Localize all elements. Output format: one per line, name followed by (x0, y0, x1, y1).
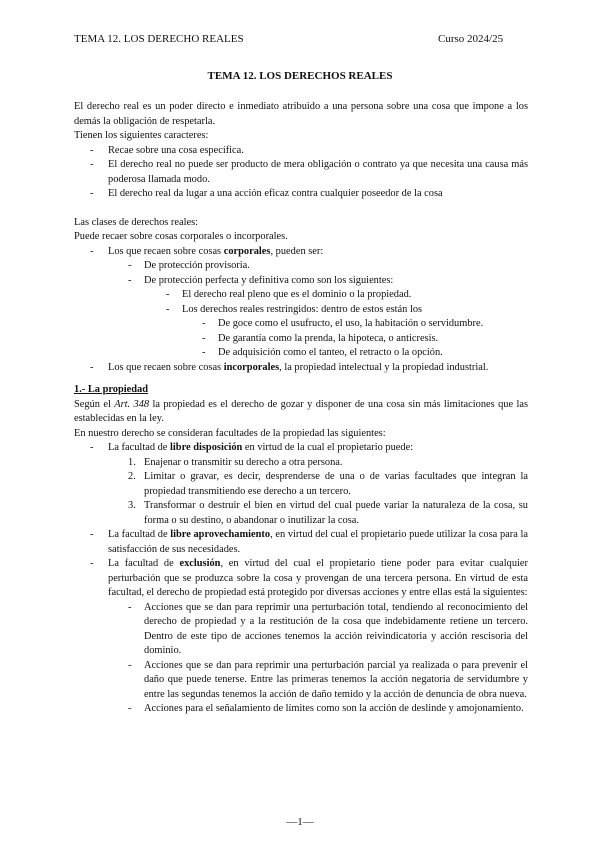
list-item: - La facultad de libre disposición en virtud de la cual el propietario puede: (74, 441, 528, 456)
list-item: - De garantía como la prenda, la hipoteca, o anticresis. (74, 332, 528, 347)
list-item: - Acciones que se dan para reprimir una perturbación parcial ya realizada o para prevenir el daño que puede tenerse. Entre las primeras tenemos la acción negatoria de servidumbre y entre las segundas tenemos la acción de daño temido y la acción de denuncia de obra nueva. (74, 659, 528, 703)
page-title: TEMA 12. LOS DERECHOS REALES (207, 70, 393, 82)
list-item: - El derecho real pleno que es el dominio o la propiedad. (74, 288, 528, 303)
list-item: - Acciones para el señalamiento de límites como son la acción de deslinde y amojonamiento. (74, 702, 528, 717)
classes-list (74, 245, 528, 376)
list-item: - De goce como el usufructo, el uso, la habitación o servidumbre. (74, 317, 528, 332)
list-item: - Los derechos reales restringidos: dentro de estos están los (74, 303, 528, 318)
list-item: 2. Limitar o gravar, es decir, desprenderse de una o de varias facultades que integran la propiedad transmitiendo ese derecho a un tercero. (128, 471, 528, 497)
classes-heading: Las clases de derechos reales: (74, 216, 199, 228)
list-item: - De protección perfecta y definitiva como son los siguientes: (74, 274, 528, 289)
list-item: 3. Transformar o destruir el bien en virtud del cual puede variar la naturaleza de la cosa, su forma o su destino, o abandonar o inutilizar la cosa. (128, 500, 528, 526)
list-item: - El derecho real no puede ser producto de mera obligación o contrato ya que necesita una causa más poderosa llamada modo. (74, 158, 528, 187)
header-right: Curso 2024/25 (438, 33, 504, 45)
header-left: TEMA 12. LOS DERECHO REALES (74, 33, 244, 45)
section-heading: 1.- La propiedad (74, 384, 149, 395)
faculties-list (74, 441, 528, 456)
faculties-list-cont (74, 528, 528, 717)
list-item: - Los que recaen sobre cosas corporales, pueden ser: (74, 245, 528, 260)
classes-intro: Puede recaer sobre cosas corporales o incorporales. (74, 231, 288, 242)
document-body (74, 100, 528, 717)
list-item: - Recae sobre una cosa específica. (74, 144, 528, 159)
list-item: - Acciones que se dan para reprimir una perturbación total, tendiendo al reconocimiento del derecho de propiedad y a la restitución de la cosa que indebidamente retiene un tercero. Dentro de este tipo de acciones tenemos la acción reivindicatoria y acción rescisoria del dominio. (74, 601, 528, 659)
list-item: 1. Enajenar o transmitir su derecho a otra persona. (128, 456, 343, 468)
characters-list (74, 144, 528, 202)
list-item: - Los que recaen sobre cosas incorporales, la propiedad intelectual y la propiedad industrial. (74, 361, 528, 376)
property-definition: Según el Art. 348 la propiedad es el derecho de gozar y disponer de una cosa sin más limitaciones que las establecidas en la ley. (74, 398, 528, 424)
list-item: - La facultad de libre aprovechamiento, en virtud del cual el propietario puede utilizar la cosa para la satisfacción de sus necesidades. (74, 528, 528, 557)
page-number: —1— (286, 816, 314, 828)
list-item: - De adquisición como el tanteo, el retracto o la opción. (74, 346, 528, 361)
list-item: - La facultad de exclusión, en virtud del cual el propietario tiene poder para evitar cualquier perturbación que se produzca sobre la cosa y provengan de una tercera persona. En virtud de esta facultad, el derecho de propiedad está protegido por diversas acciones y entre ellas está la siguientes: (74, 557, 528, 601)
list-item: - El derecho real da lugar a una acción eficaz contra cualquier poseedor de la cosa (74, 187, 528, 202)
intro-paragraph: El derecho real es un poder directo e inmediato atribuido a una persona sobre una cosa que impone a los demás la obligación de respetarla. (74, 101, 528, 127)
property-faculties-intro: En nuestro derecho se consideran facultades de la propiedad las siguientes: (74, 427, 386, 439)
disposition-list (74, 456, 528, 529)
characters-intro: Tienen los siguientes caracteres: (74, 130, 209, 141)
list-item: - De protección provisoria. (74, 259, 528, 274)
